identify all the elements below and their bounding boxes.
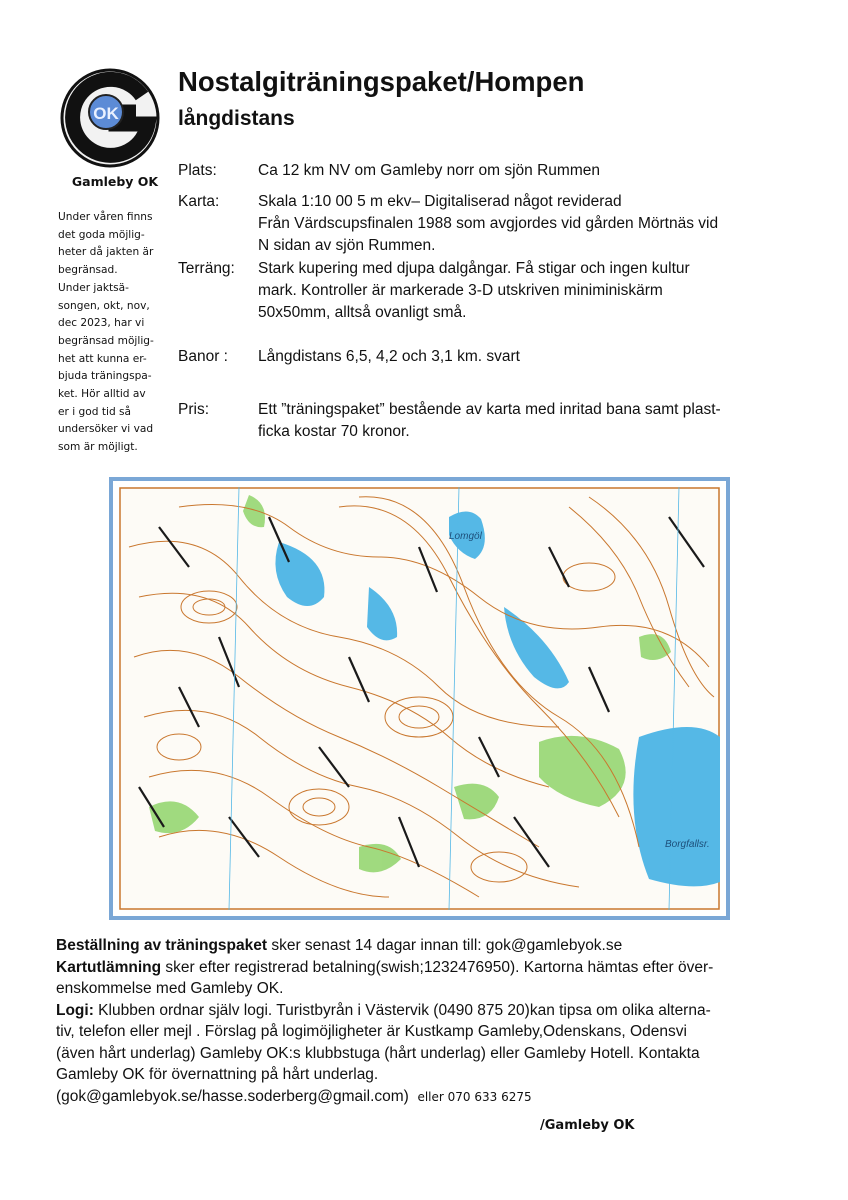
delivery-line-2: enskommelse med Gamleby OK. — [56, 980, 284, 997]
contact-phone: eller 070 633 6275 — [417, 1089, 532, 1104]
signature: /Gamleby OK — [540, 1118, 635, 1133]
sidebar-line: begränsad möjlig- — [58, 334, 154, 347]
sidebar-line: Under jaktsä- — [58, 281, 129, 294]
info-line: Ca 12 km NV om Gamleby norr om sjön Rummen — [258, 162, 600, 179]
contact-line — [56, 1086, 796, 1109]
info-label-plats: Plats: — [178, 162, 217, 179]
orienteering-map — [109, 477, 730, 920]
info-value-terrang — [258, 258, 690, 324]
lodging-line-3: (även hårt underlag) Gamleby OK:s klubbstuga (hårt underlag) eller Gamleby Hotell. Kontakta — [56, 1044, 700, 1062]
map-label-lomgol: Lomgöl — [449, 531, 482, 542]
info-line: ficka kostar 70 kronor. — [258, 423, 410, 440]
delivery-heading: Kartutlämning — [56, 958, 162, 976]
sidebar-line: bjuda träningspa- — [58, 370, 152, 383]
info-value-plats — [258, 160, 600, 182]
sidebar-note — [58, 209, 178, 457]
page-subtitle: långdistans — [178, 107, 295, 130]
contact-emails: (gok@gamlebyok.se/hasse.soderberg@gmail.com) — [56, 1087, 409, 1105]
info-label-karta: Karta: — [178, 193, 220, 210]
sidebar-line: det goda möjlig- — [58, 228, 145, 241]
map-label-borgfall: Borgfallsr. — [665, 839, 710, 850]
sidebar-line: heter då jakten är — [58, 246, 154, 259]
lodging-line — [56, 1000, 796, 1022]
lodging-line-2: tiv, telefon eller mejl . Förslag på logimöjligheter är Kustkamp Gamleby,Odenskans, Odensvi — [56, 1023, 687, 1040]
sidebar-line: songen, okt, nov, — [58, 299, 150, 312]
sidebar-line: het att kunna er- — [58, 352, 147, 365]
sidebar-line: begränsad. — [58, 264, 118, 277]
order-text: sker senast 14 dagar innan till: gok@gamlebyok.se — [267, 937, 623, 954]
info-label-terrang: Terräng: — [178, 260, 235, 277]
page-title: Nostalgiträningspaket/Hompen — [178, 66, 585, 97]
info-line: Ett ”träningspaket” bestående av karta med inritad bana samt plast- — [258, 401, 721, 418]
info-line: Stark kupering med djupa dalgångar. Få stigar och ingen kultur — [258, 260, 690, 277]
lodging-text: Klubben ordnar själv logi. Turistbyrån i Västervik (0490 875 20)kan tipsa om olika alterna- — [93, 1001, 711, 1019]
lodging-heading: Logi: — [56, 1001, 94, 1019]
club-logo-icon — [60, 66, 160, 170]
sidebar-line: dec 2023, har vi — [58, 317, 145, 330]
info-line: Långdistans 6,5, 4,2 och 3,1 km. svart — [258, 348, 520, 365]
info-line: N sidan av sjön Rummen. — [258, 237, 436, 254]
info-line: Från Värdscupsfinalen 1988 som avgjordes vid gården Mörtnäs vid — [258, 215, 719, 232]
order-line — [56, 935, 796, 957]
info-value-pris — [258, 399, 721, 443]
logo-caption: Gamleby OK — [71, 174, 159, 189]
order-info — [56, 935, 796, 1108]
delivery-line — [56, 957, 796, 979]
info-value-karta — [258, 191, 718, 257]
info-line: Skala 1:10 00 5 m ekv– Digitaliserad något reviderad — [258, 193, 622, 210]
info-label-pris: Pris: — [178, 401, 209, 418]
sidebar-line: er i god tid så — [58, 405, 132, 418]
map-image — [119, 487, 720, 910]
info-label-banor: Banor : — [178, 348, 228, 365]
delivery-text: sker efter registrerad betalning(swish;1232476950). Kartorna hämtas efter över- — [161, 958, 714, 976]
sidebar-line: Under våren finns — [58, 211, 153, 223]
lodging-line-4: Gamleby OK för övernattning på hårt underlag. — [56, 1066, 379, 1083]
order-heading: Beställning av träningspaket — [56, 937, 268, 954]
sidebar-line: undersöker vi vad — [58, 423, 154, 436]
sidebar-line: som är möjligt. — [58, 441, 138, 454]
club-logo — [60, 66, 160, 170]
logo-letters: OK — [93, 104, 119, 123]
sidebar-line: ket. Hör alltid av — [58, 388, 146, 401]
info-line: mark. Kontroller är markerade 3-D utskriven miniminiskärm — [258, 282, 663, 299]
info-line: 50x50mm, alltså ovanligt små. — [258, 304, 467, 321]
info-value-banor — [258, 346, 520, 368]
